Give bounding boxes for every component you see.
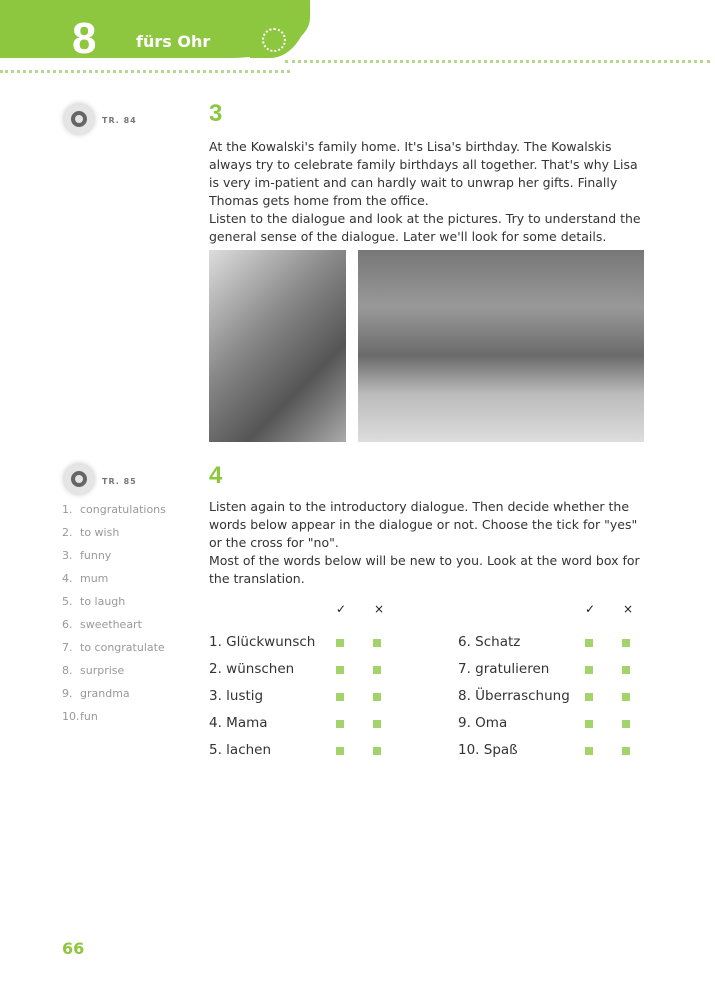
vocab-item bbox=[62, 636, 166, 659]
exercise-4-text bbox=[209, 498, 644, 588]
tick-checkbox[interactable] bbox=[336, 666, 344, 674]
word-item: 6. Schatz bbox=[458, 634, 521, 650]
paragraph: Listen to the dialogue and look at the pictures. Try to understand the general sense of the dialogue. Later we'll look for some details. bbox=[209, 211, 641, 244]
vocab-item bbox=[62, 498, 166, 521]
exercise-number: 4 bbox=[209, 462, 223, 489]
tick-checkbox[interactable] bbox=[585, 747, 593, 755]
vocab-item bbox=[62, 659, 166, 682]
photo-beach-inflatable bbox=[358, 250, 644, 442]
vocab-number: 1. bbox=[62, 503, 73, 516]
vocab-number: 5. bbox=[62, 595, 73, 608]
cross-checkbox[interactable] bbox=[373, 747, 381, 755]
photo-mother-daughter bbox=[209, 250, 346, 442]
page-number: 66 bbox=[62, 939, 85, 958]
word-item: 3. lustig bbox=[209, 688, 264, 704]
vocab-word: to congratulate bbox=[80, 641, 165, 654]
vocab-word: to laugh bbox=[80, 595, 126, 608]
dotted-line bbox=[0, 70, 290, 73]
vocab-item bbox=[62, 521, 166, 544]
cross-checkbox[interactable] bbox=[622, 639, 630, 647]
vocab-word: sweetheart bbox=[80, 618, 142, 631]
vocab-word: to wish bbox=[80, 526, 120, 539]
vocab-item bbox=[62, 682, 166, 705]
tick-checkbox[interactable] bbox=[585, 639, 593, 647]
exercise-number: 3 bbox=[209, 100, 223, 127]
vocab-word: funny bbox=[80, 549, 112, 562]
vocab-word: surprise bbox=[80, 664, 125, 677]
paragraph: Most of the words below will be new to you. Look at the word box for the translation. bbox=[209, 553, 640, 586]
word-item: 7. gratulieren bbox=[458, 661, 550, 677]
tick-checkbox[interactable] bbox=[585, 720, 593, 728]
chapter-title: fürs Ohr bbox=[136, 32, 211, 51]
track-label: TR. 85 bbox=[102, 477, 137, 486]
cd-icon bbox=[64, 464, 94, 494]
exercise-3-text bbox=[209, 138, 644, 246]
tick-checkbox[interactable] bbox=[585, 666, 593, 674]
cross-checkbox[interactable] bbox=[373, 639, 381, 647]
word-item: 9. Oma bbox=[458, 715, 508, 731]
vocab-word: congratulations bbox=[80, 503, 166, 516]
vocab-word: mum bbox=[80, 572, 109, 585]
vocab-number: 3. bbox=[62, 549, 73, 562]
vocab-number: 6. bbox=[62, 618, 73, 631]
cross-checkbox[interactable] bbox=[622, 720, 630, 728]
dotted-circle-decoration bbox=[262, 28, 286, 52]
word-item: 5. lachen bbox=[209, 742, 272, 758]
track-label: TR. 84 bbox=[102, 116, 137, 125]
dotted-line bbox=[285, 60, 710, 63]
word-item: 1. Glückwunsch bbox=[209, 634, 316, 650]
cross-checkbox[interactable] bbox=[373, 693, 381, 701]
tick-checkbox[interactable] bbox=[336, 639, 344, 647]
tick-checkbox[interactable] bbox=[336, 693, 344, 701]
vocab-number: 7. bbox=[62, 641, 73, 654]
cross-header: × bbox=[374, 602, 385, 616]
paragraph: At the Kowalski's family home. It's Lisa's birthday. The Kowalskis always try to celebrate family birthdays all together. That's why Lisa is very im-patient and can hardly wait to unwrap her gifts. Finally Thomas gets home from the office. bbox=[209, 139, 638, 208]
tick-checkbox[interactable] bbox=[336, 747, 344, 755]
vocab-number: 9. bbox=[62, 687, 73, 700]
vocab-number: 4. bbox=[62, 572, 73, 585]
cross-checkbox[interactable] bbox=[622, 693, 630, 701]
vocab-item bbox=[62, 705, 166, 728]
vocab-word: fun bbox=[80, 710, 98, 723]
word-item: 2. wünschen bbox=[209, 661, 295, 677]
word-box bbox=[62, 498, 166, 728]
vocab-item bbox=[62, 544, 166, 567]
cross-header: × bbox=[623, 602, 634, 616]
cross-checkbox[interactable] bbox=[373, 666, 381, 674]
word-item: 8. Überraschung bbox=[458, 688, 570, 704]
tick-header: ✓ bbox=[336, 602, 347, 616]
vocab-number: 10. bbox=[62, 710, 80, 723]
vocab-item bbox=[62, 567, 166, 590]
vocab-number: 8. bbox=[62, 664, 73, 677]
tick-header: ✓ bbox=[585, 602, 596, 616]
chapter-number: 8 bbox=[72, 14, 97, 63]
cd-icon bbox=[64, 104, 94, 134]
word-item: 10. Spaß bbox=[458, 742, 518, 758]
vocab-word: grandma bbox=[80, 687, 130, 700]
vocab-item bbox=[62, 590, 166, 613]
cross-checkbox[interactable] bbox=[622, 666, 630, 674]
cross-checkbox[interactable] bbox=[373, 720, 381, 728]
word-item: 4. Mama bbox=[209, 715, 268, 731]
tick-checkbox[interactable] bbox=[336, 720, 344, 728]
vocab-item bbox=[62, 613, 166, 636]
paragraph: Listen again to the introductory dialogue. Then decide whether the words below appear in the dialogue or not. Choose the tick for "yes" or the cross for "no". bbox=[209, 499, 638, 550]
vocab-number: 2. bbox=[62, 526, 73, 539]
tick-checkbox[interactable] bbox=[585, 693, 593, 701]
cross-checkbox[interactable] bbox=[622, 747, 630, 755]
